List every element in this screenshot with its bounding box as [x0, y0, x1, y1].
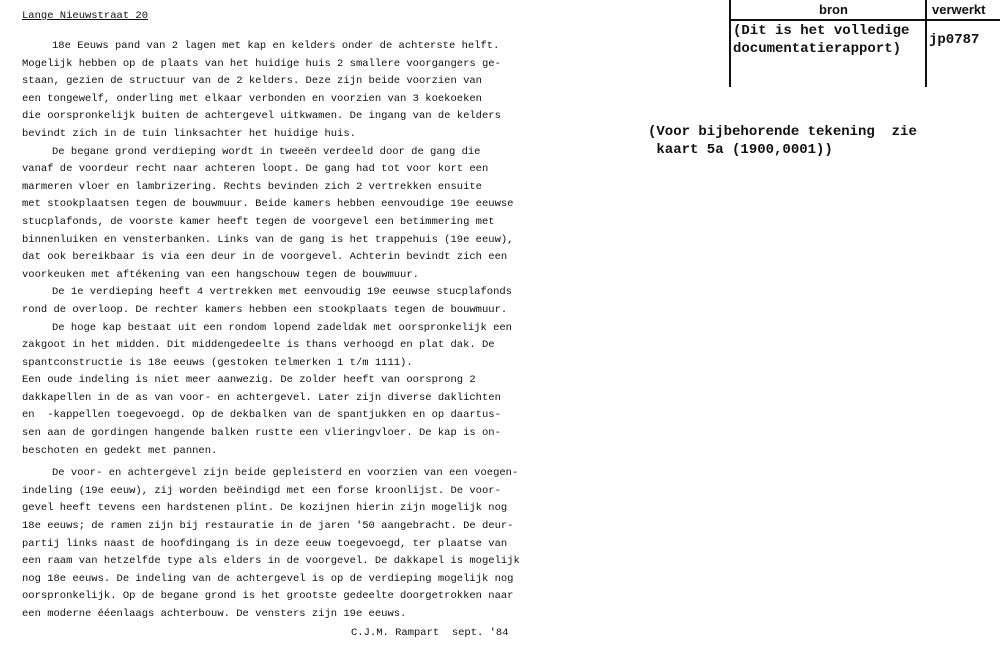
text-line: voorkeuken met aftékening van een hangschouw tegen de bouwmuur.	[22, 268, 419, 281]
text-line: die oorspronkelijk buiten de achtergevel uitkwamen. De ingang van de kelders	[22, 110, 501, 123]
signature: C.J.M. Rampart sept. '84	[351, 627, 509, 639]
verwerkt-value: jp0787	[929, 32, 980, 48]
text-line: 18e eeuws; de ramen zijn bij restauratie in de jaren '50 aangebracht. De deur-	[22, 520, 514, 533]
table-column-divider	[925, 0, 927, 87]
text-line: bevindt zich in de tuin linksachter het huidige huis.	[22, 127, 356, 140]
source-table	[729, 0, 1000, 87]
text-line: spantconstructie is 18e eeuws (gestoken telmerken 1 t/m 1111).	[22, 356, 413, 369]
text-line: met stookplaatsen tegen de bouwmuur. Beide kamers hebben eenvoudige 19e eeuwse	[22, 198, 514, 211]
text-line: Een oude indeling is niet meer aanwezig. De zolder heeft van oorsprong 2	[22, 374, 476, 387]
text-line: marmeren vloer en lambrizering. Rechts bevinden zich 2 vertrekken ensuite	[22, 180, 482, 193]
drawing-reference-note: (Voor bijbehorende tekening zie kaart 5a (1900,0001))	[648, 124, 917, 158]
header-bron: bron	[819, 2, 848, 17]
text-line: partij links naast de hoofdingang is in deze eeuw toegevoegd, ter plaatse van	[22, 537, 508, 550]
text-line: een raam van hetzelfde type als elders in de voorgevel. De dakkapel is mogelijk	[22, 555, 520, 568]
text-line: beschoten en gedekt met pannen.	[22, 444, 218, 457]
text-line: een moderne ééenlaags achterbouw. De vensters zijn 19e eeuws.	[22, 608, 407, 620]
text-line: oorspronkelijk. Op de begane grond is het grootste gedeelte doorgetrokken naar	[22, 590, 514, 603]
text-line: een tongewelf, onderling met elkaar verbonden en voorzien van 3 koekoeken	[22, 92, 482, 105]
bron-value: (Dit is het volledige documentatierapport)	[733, 23, 910, 57]
text-line: stucplafonds, de voorste kamer heeft tegen de voorgevel een betimmering met	[22, 215, 495, 228]
text-line: dakkapellen in de as van voor- en achtergevel. Later zijn diverse daklichten	[22, 391, 501, 404]
text-line: vanaf de voordeur recht naar achteren loopt. De gang had tot voor kort een	[22, 163, 489, 176]
text-line: rond de overloop. De rechter kamers hebben een stookplaats tegen de bouwmuur.	[22, 303, 508, 316]
text-line: 18e Eeuws pand van 2 lagen met kap en kelders onder de achterste helft.	[52, 40, 500, 52]
text-line: De voor- en achtergevel zijn beide gepleisterd en voorzien van een voegen-	[52, 467, 519, 480]
text-line: en -kappellen toegevoegd. Op de dekbalken van de spantjukken en op daartus-	[22, 409, 501, 422]
text-line: sen aan de gordingen hangende balken rustte een vlieringvloer. De kap is on-	[22, 427, 501, 440]
text-line: De 1e verdieping heeft 4 vertrekken met eenvoudig 19e eeuwse stucplafonds	[52, 286, 512, 299]
text-line: nog 18e eeuws. De indeling van de achtergevel is op de verdieping mogelijk nog	[22, 572, 514, 585]
table-header-divider	[729, 19, 1000, 21]
header-verwerkt: verwerkt	[932, 2, 986, 17]
text-line: De hoge kap bestaat uit een rondom lopend zadeldak met oorspronkelijk een	[52, 321, 512, 334]
text-line: binnenluiken en vensterbanken. Links van de gang is het trappehuis (19e eeuw),	[22, 233, 514, 246]
document-body	[22, 38, 520, 624]
text-line: dat ook bereikbaar is via een deur in de voorgevel. Achterin bevindt zich een	[22, 251, 508, 264]
document-title: Lange Nieuwstraat 20	[22, 10, 149, 22]
text-line: indeling (19e eeuw), zij worden beëindigd met een forse kroonlijst. De voor-	[22, 484, 501, 497]
text-line: staan, gezien de structuur van de 2 kelders. Deze zijn beide voorzien van	[22, 75, 482, 88]
text-line: Mogelijk hebben op de plaats van het huidige huis 2 smallere voorgangers ge-	[22, 57, 501, 70]
table-border-left	[729, 0, 731, 87]
text-line: gevel heeft tevens een hardstenen plint. De kozijnen hierin zijn mogelijk nog	[22, 502, 508, 515]
text-line: zakgoot in het midden. Dit middengedeelte is thans verhoogd en plat dak. De	[22, 339, 495, 352]
text-line: De begane grond verdieping wordt in tweeën verdeeld door de gang die	[52, 145, 481, 158]
